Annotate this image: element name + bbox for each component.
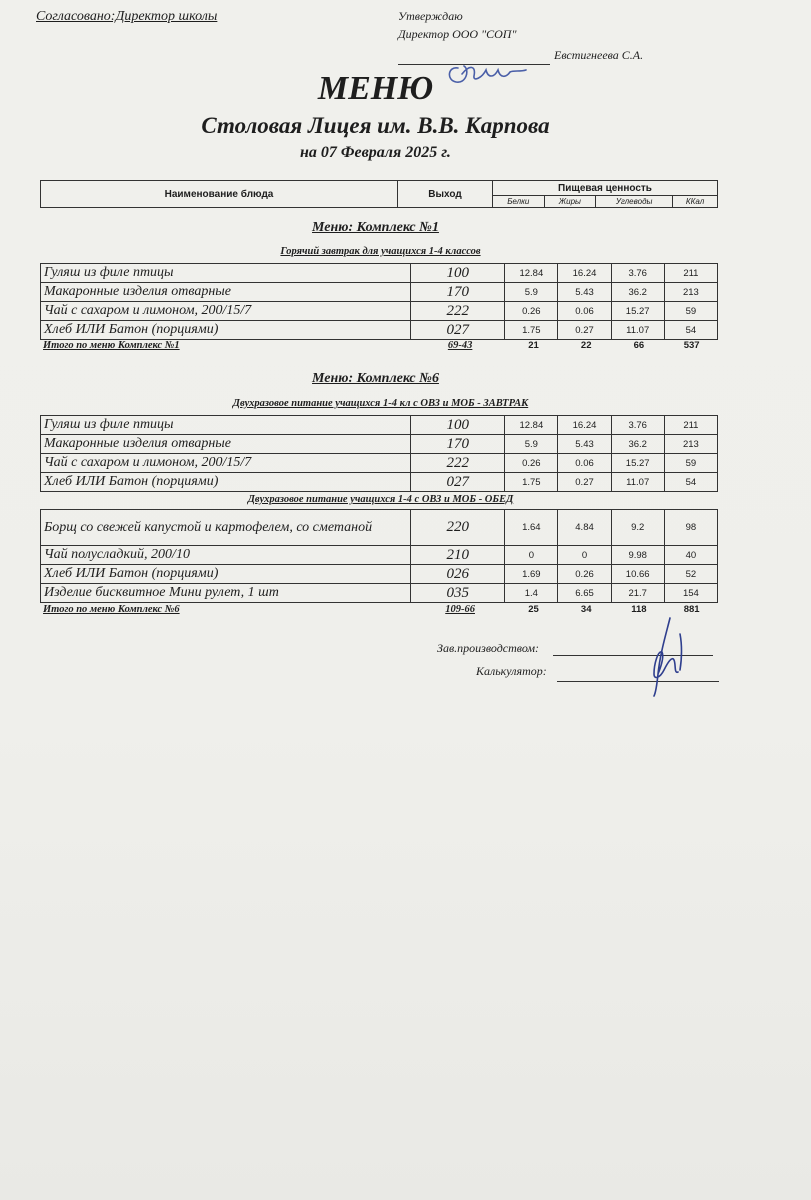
dish-fat: 6.65 — [558, 584, 611, 603]
complex6-total-label: Итого по меню Комплекс №6 — [43, 604, 180, 615]
complex6-section2: Двухразовое питание учащихся 1-4 с ОВЗ и МОБ - ОБЕД — [247, 494, 514, 505]
header-nutrition: Пищевая ценность — [493, 181, 718, 196]
dish-carbs: 21.7 — [611, 584, 664, 603]
dish-output: 035 — [411, 584, 505, 603]
manager-signature — [640, 614, 690, 698]
dish-fat: 0.26 — [558, 565, 611, 584]
approve-text: Утверждаю — [398, 9, 463, 23]
table-row — [41, 565, 718, 584]
dish-carbs: 36.2 — [611, 283, 664, 302]
dish-output: 100 — [411, 264, 505, 283]
dish-output: 222 — [411, 302, 505, 321]
dish-name: Хлеб ИЛИ Батон (порциями) — [41, 321, 411, 340]
approver-position: Директор ООО "СОП" — [398, 27, 517, 41]
dish-kcal: 59 — [664, 454, 717, 473]
production-label: Зав.производством: — [437, 641, 540, 655]
dish-output: 222 — [411, 454, 505, 473]
dish-fat: 0.06 — [558, 302, 611, 321]
table-row — [41, 546, 718, 565]
dish-name: Борщ со свежей капустой и картофелем, со сметаной — [41, 510, 411, 546]
dish-output: 220 — [411, 510, 505, 546]
dish-carbs: 9.2 — [611, 510, 664, 546]
table-row — [41, 264, 718, 283]
dish-name: Гуляш из филе птицы — [41, 416, 411, 435]
dish-carbs: 36.2 — [611, 435, 664, 454]
header-output: Выход — [398, 181, 493, 208]
dish-carbs: 3.76 — [611, 264, 664, 283]
dish-name: Макаронные изделия отварные — [41, 435, 411, 454]
dish-protein: 1.64 — [505, 510, 558, 546]
dish-fat: 0.27 — [558, 321, 611, 340]
dish-kcal: 211 — [664, 416, 717, 435]
dish-protein: 5.9 — [505, 283, 558, 302]
dish-protein: 1.75 — [505, 321, 558, 340]
dish-protein: 1.69 — [505, 565, 558, 584]
complex1-title: Меню: Комплекс №1 — [312, 220, 439, 235]
dish-kcal: 54 — [664, 321, 717, 340]
header-dish: Наименование блюда — [41, 181, 398, 208]
dish-kcal: 154 — [664, 584, 717, 603]
dish-carbs: 11.07 — [611, 473, 664, 492]
complex1-total — [40, 340, 718, 351]
table-row — [41, 510, 718, 546]
complex1-total-protein: 21 — [528, 340, 539, 351]
canteen-name: Столовая Лицея им. В.В. Карпова — [201, 113, 550, 138]
calculator-label: Калькулятор: — [476, 664, 547, 678]
header-protein: Белки — [493, 196, 545, 208]
dish-kcal: 213 — [664, 435, 717, 454]
table-row — [41, 435, 718, 454]
complex6-total-kcal: 881 — [683, 604, 700, 615]
dish-protein: 1.4 — [505, 584, 558, 603]
dish-name: Хлеб ИЛИ Батон (порциями) — [41, 473, 411, 492]
complex6-title: Меню: Комплекс №6 — [312, 371, 439, 386]
dish-output: 026 — [411, 565, 505, 584]
dish-protein: 12.84 — [505, 416, 558, 435]
menu-title: МЕНЮ — [317, 70, 434, 107]
dish-fat: 0.27 — [558, 473, 611, 492]
table-row — [41, 283, 718, 302]
header-carbs: Углеводы — [596, 196, 673, 208]
dish-protein: 12.84 — [505, 264, 558, 283]
complex6-total-out: 109-66 — [445, 604, 475, 615]
table-header — [40, 180, 718, 208]
dish-output: 100 — [411, 416, 505, 435]
dish-kcal: 98 — [664, 510, 717, 546]
complex1-table — [40, 263, 718, 340]
dish-carbs: 15.27 — [611, 302, 664, 321]
dish-name: Хлеб ИЛИ Батон (порциями) — [41, 565, 411, 584]
dish-fat: 5.43 — [558, 435, 611, 454]
complex1-total-carbs: 66 — [633, 340, 645, 351]
dish-protein: 0.26 — [505, 302, 558, 321]
complex6-breakfast-table — [40, 415, 718, 492]
dish-output: 170 — [411, 283, 505, 302]
dish-kcal: 54 — [664, 473, 717, 492]
dish-protein: 0 — [505, 546, 558, 565]
table-row — [41, 473, 718, 492]
dish-output: 210 — [411, 546, 505, 565]
dish-fat: 4.84 — [558, 510, 611, 546]
dish-carbs: 10.66 — [611, 565, 664, 584]
complex1-total-out: 69-43 — [447, 340, 473, 351]
dish-name: Чай с сахаром и лимоном, 200/15/7 — [41, 454, 411, 473]
table-row — [41, 302, 718, 321]
dish-protein: 0.26 — [505, 454, 558, 473]
dish-protein: 1.75 — [505, 473, 558, 492]
calculator-line — [557, 681, 719, 682]
header-fat: Жиры — [544, 196, 596, 208]
dish-carbs: 9.98 — [611, 546, 664, 565]
dish-carbs: 11.07 — [611, 321, 664, 340]
table-row — [41, 321, 718, 340]
dish-carbs: 3.76 — [611, 416, 664, 435]
dish-kcal: 211 — [664, 264, 717, 283]
complex1-total-label: Итого по меню Комплекс №1 — [43, 340, 180, 351]
table-row — [41, 416, 718, 435]
table-row — [41, 584, 718, 603]
dish-name: Макаронные изделия отварные — [41, 283, 411, 302]
approver-name: Евстигнеева С.А. — [554, 48, 644, 62]
dish-name: Гуляш из филе птицы — [41, 264, 411, 283]
complex6-total-carbs: 118 — [631, 604, 647, 615]
complex1-section: Горячий завтрак для учащихся 1-4 классов — [280, 246, 481, 257]
complex1-total-fat: 22 — [580, 340, 592, 351]
menu-date: на 07 Февраля 2025 г. — [300, 144, 451, 161]
dish-output: 170 — [411, 435, 505, 454]
dish-kcal: 59 — [664, 302, 717, 321]
dish-fat: 16.24 — [558, 264, 611, 283]
complex6-lunch-table — [40, 509, 718, 603]
dish-fat: 16.24 — [558, 416, 611, 435]
dish-fat: 0 — [558, 546, 611, 565]
dish-name: Изделие бисквитное Мини рулет, 1 шт — [41, 584, 411, 603]
dish-kcal: 52 — [664, 565, 717, 584]
dish-carbs: 15.27 — [611, 454, 664, 473]
agreed-text: Согласовано:Директор школы — [36, 9, 218, 24]
dish-name: Чай с сахаром и лимоном, 200/15/7 — [41, 302, 411, 321]
dish-kcal: 40 — [664, 546, 717, 565]
complex6-total-protein: 25 — [528, 604, 539, 615]
dish-output: 027 — [411, 473, 505, 492]
dish-name: Чай полусладкий, 200/10 — [41, 546, 411, 565]
table-row — [41, 454, 718, 473]
dish-fat: 0.06 — [558, 454, 611, 473]
dish-output: 027 — [411, 321, 505, 340]
complex6-total-fat: 34 — [580, 604, 592, 615]
complex1-total-kcal: 537 — [683, 340, 700, 351]
dish-fat: 5.43 — [558, 283, 611, 302]
dish-kcal: 213 — [664, 283, 717, 302]
complex6-total — [40, 604, 718, 615]
complex6-section1: Двухразовое питание учащихся 1-4 кл с ОВЗ и МОБ - ЗАВТРАК — [232, 398, 529, 409]
dish-protein: 5.9 — [505, 435, 558, 454]
header-kcal: ККал — [673, 196, 718, 208]
